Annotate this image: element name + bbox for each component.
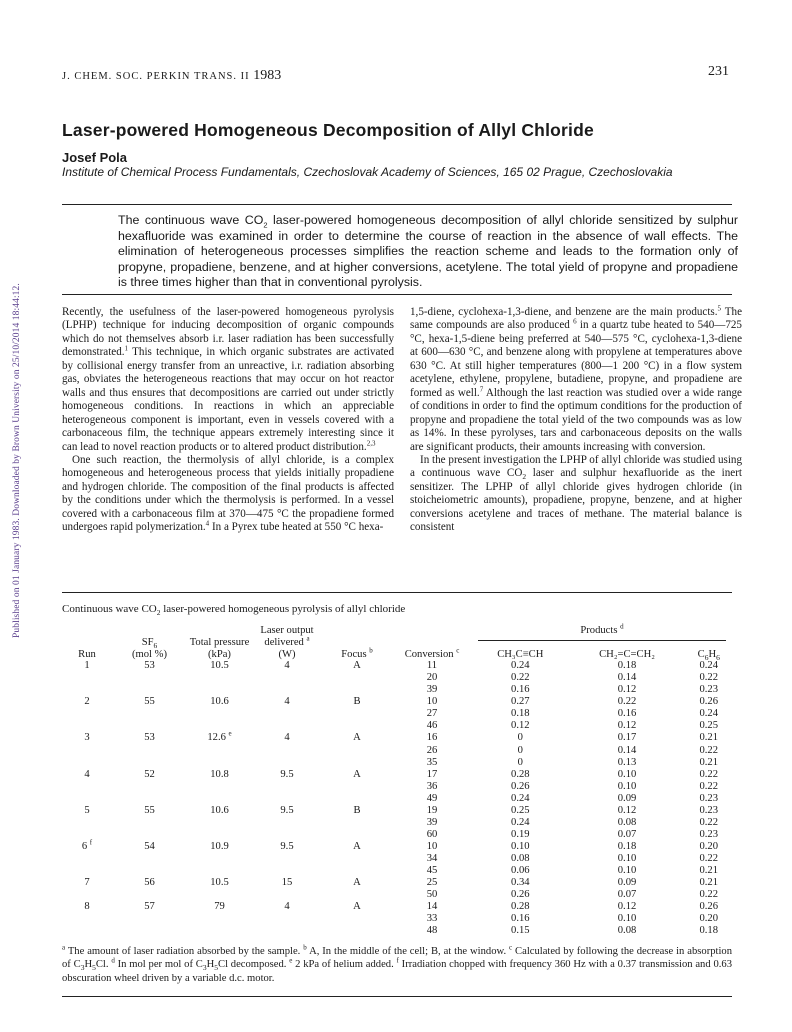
cell-run: [62, 684, 112, 696]
cell-run: 5: [84, 804, 90, 816]
cell-focus: A: [353, 877, 361, 889]
header-conversion: Conversion $^c$: [404, 646, 460, 660]
cell-run: [62, 781, 112, 793]
table-row: [62, 684, 732, 696]
cell-run: [62, 708, 112, 720]
cell-propyne: 0.15: [511, 925, 530, 937]
cell-sf6: [112, 684, 187, 696]
cell-pressure: [187, 793, 252, 805]
cell-run: 7: [84, 877, 90, 889]
cell-conversion: 17: [426, 768, 438, 780]
cell-pressure: [187, 865, 252, 877]
cell-focus: [322, 672, 392, 684]
cell-propadiene: 0.10: [617, 913, 637, 925]
cell-laser: [252, 865, 322, 877]
cell-conversion: 35: [426, 756, 438, 768]
cell-focus: [322, 853, 392, 865]
results-table: [62, 624, 732, 937]
cell-propadiene: 0.14: [617, 672, 637, 684]
abstract: The continuous wave $CO_2$ laser-powered homogeneous decomposition of allyl chloride sensitized by sulphur hexafluoride was examined in order to determine the course of reaction in the absence of wall effects. The elimination of heterogeneous processes simplifies the reaction scheme and leads to the formation only of propyne, propadiene, benzene, and at higher conversions, acetylene. The total yield of propyne and propadiene is three times higher than that in conventional pyrolysis.: [118, 213, 738, 289]
cell-conversion: 26: [426, 744, 438, 756]
cell-propadiene: 0.16: [617, 708, 637, 720]
cell-focus: [322, 889, 392, 901]
cell-propadiene: 0.14: [617, 744, 637, 756]
cell-sf6: [112, 672, 187, 684]
rule-bottom: [62, 996, 732, 997]
header-products: Products $^d$: [580, 622, 624, 636]
cell-laser: [252, 793, 322, 805]
cell-pressure: 10.5: [210, 877, 229, 889]
table-row: [62, 744, 732, 756]
cell-pressure: [187, 744, 252, 756]
cell-propyne: 0.26: [511, 780, 530, 792]
table-footnotes: $^a$ The amount of laser radiation absorbed by the sample. $^b$ A, In the middle of the cell; B, at the window. $^c$ Calculated by following the decrease in absorption of $C_3H_5Cl$. $^d$ In mol per mol of $C_3H_5Cl$ decomposed. $^e$ 2 kPa of helium added. $^f$ Irradiation chopped with frequency 360 Hz with a 0.37 transmission and 0.63 obscuration wheel driven by a variable d.c. motor.: [62, 943, 732, 984]
cell-laser: [252, 672, 322, 684]
cell-run: [62, 829, 112, 841]
cell-focus: [322, 817, 392, 829]
table-row: [62, 913, 732, 925]
cell-pressure: [187, 889, 252, 901]
cell-focus: [322, 708, 392, 720]
cell-focus: [322, 829, 392, 841]
cell-run: [62, 889, 112, 901]
table-row: [62, 732, 732, 744]
table-row: [62, 901, 732, 913]
cell-propyne: 0.12: [511, 720, 530, 732]
cell-propyne: 0: [517, 732, 523, 744]
cell-propadiene: 0.10: [617, 864, 637, 876]
header-laser-delivered: delivered $^a$: [264, 634, 310, 648]
cell-propyne: 0.28: [511, 901, 530, 913]
cell-conversion: 16: [426, 732, 438, 744]
cell-propyne: 0.25: [511, 804, 530, 816]
table-row: [62, 925, 732, 937]
table-row: [62, 877, 732, 889]
cell-conversion: 10: [426, 840, 438, 852]
cell-focus: A: [353, 660, 361, 672]
cell-sf6: 52: [144, 768, 155, 780]
cell-propyne: 0.28: [511, 768, 530, 780]
cell-benzene: 0.22: [699, 768, 718, 780]
cell-propadiene: 0.08: [617, 925, 637, 937]
cell-run: 8: [84, 901, 90, 913]
cell-benzene: 0.20: [699, 840, 718, 852]
cell-focus: [322, 913, 392, 925]
cell-sf6: 56: [144, 877, 155, 889]
cell-benzene: 0.25: [699, 720, 718, 732]
cell-sf6: [112, 720, 187, 732]
table-row: [62, 853, 732, 865]
cell-laser: [252, 757, 322, 769]
cell-conversion: 60: [426, 828, 438, 840]
cell-run: [62, 853, 112, 865]
cell-propadiene: 0.10: [617, 768, 637, 780]
cell-sf6: [112, 865, 187, 877]
cell-benzene: 0.20: [699, 913, 718, 925]
rule-abstract: [62, 294, 732, 295]
cell-propyne: 0.19: [511, 828, 530, 840]
cell-benzene: 0.23: [699, 684, 718, 696]
header-pressure-unit: (kPa): [208, 648, 231, 660]
cell-conversion: 49: [426, 792, 438, 804]
cell-focus: [322, 925, 392, 937]
cell-propyne: 0.26: [511, 889, 530, 901]
cell-propyne: 0.16: [511, 684, 530, 696]
cell-focus: B: [353, 696, 361, 708]
cell-laser: 4: [284, 696, 290, 708]
cell-pressure: [187, 829, 252, 841]
cell-propyne: 0.24: [511, 816, 530, 828]
cell-conversion: 14: [426, 901, 438, 913]
cell-pressure: [187, 757, 252, 769]
cell-conversion: 10: [426, 696, 438, 708]
cell-laser: 9.5: [280, 804, 294, 816]
cell-pressure: 10.5: [210, 660, 229, 672]
cell-propyne: 0.27: [511, 696, 530, 708]
journal-name: J. CHEM. SOC. PERKIN TRANS. II: [62, 71, 250, 82]
cell-sf6: [112, 829, 187, 841]
cell-propadiene: 0.13: [617, 756, 637, 768]
header-laser-unit: (W): [278, 648, 296, 660]
cell-focus: [322, 757, 392, 769]
article-title: Laser-powered Homogeneous Decomposition of Allyl Chloride: [62, 120, 594, 140]
products-brace: [478, 640, 726, 645]
cell-propadiene: 0.17: [617, 732, 637, 744]
cell-pressure: [187, 720, 252, 732]
cell-focus: A: [353, 840, 361, 852]
header-sf6: $SF_6$: [141, 636, 158, 650]
header-propyne: CH₃C≡CH: [497, 648, 544, 660]
cell-benzene: 0.26: [699, 696, 718, 708]
cell-conversion: 34: [426, 852, 438, 864]
cell-pressure: [187, 817, 252, 829]
cell-propadiene: 0.09: [617, 792, 637, 804]
cell-run: [62, 744, 112, 756]
cell-sf6: [112, 925, 187, 937]
table-row: [62, 829, 732, 841]
paragraph: 1,5-diene, cyclohexa-1,3-diene, and benzene are the main products.$^5$ The same compounds are also produced $^6$ in a quartz tube heated to 540—725 °C, hexa-1,5-diene being preferred at 540—575 °C, cyclohexa-1,3-diene at 600—630 °C, and benzene along with propylene at temperatures above 630 °C. At still higher temperatures (800—1 200 °C) in a flow system acetylene, ethylene, propylene, butadiene, propyne, and propadiene are formed as well.$^7$ Although the last reaction was studied over a wide range of conditions in order to find the optimum conditions for the production of propyne and propadiene the total yield of the two compounds was as low as 14%. In these pyrolyses, tars and carbonaceous deposits on the walls are significant products, their amounts increasing with conversion.: [410, 304, 742, 453]
table-row: [62, 781, 732, 793]
cell-sf6: [112, 889, 187, 901]
cell-propadiene: 0.22: [617, 696, 637, 708]
cell-laser: [252, 889, 322, 901]
cell-benzene: 0.21: [699, 732, 718, 744]
cell-pressure: [187, 781, 252, 793]
header-propadiene: CH₂=C=CH₂: [599, 648, 655, 660]
cell-propyne: 0.24: [511, 792, 530, 804]
cell-pressure: 10.8: [210, 768, 229, 780]
table-row: [62, 889, 732, 901]
cell-propadiene: 0.12: [617, 720, 637, 732]
cell-conversion: 48: [426, 925, 438, 937]
paragraph: One such reaction, the thermolysis of allyl chloride, is a complex homogeneous and heterogeneous process that yields initially propadiene and hydrogen chloride. The composition of the final products is affected by the conditions under which the thermolysis is performed. In a vessel covered with a carbonaceous film at 370—475 °C the propadiene formed undergoes rapid polymerization.$^4$ In a Pyrex tube heated at 550 °C hexa-: [62, 453, 394, 534]
cell-benzene: 0.24: [699, 660, 718, 672]
body-column-left: [62, 306, 394, 535]
cell-conversion: 33: [426, 913, 438, 925]
cell-focus: B: [353, 804, 361, 816]
table-row: [62, 708, 732, 720]
table-row: [62, 793, 732, 805]
cell-laser: [252, 925, 322, 937]
cell-laser: [252, 853, 322, 865]
rule-top: [62, 204, 732, 205]
table-header-row-1: [62, 624, 732, 636]
cell-benzene: 0.21: [699, 877, 718, 889]
paragraph: In the present investigation the LPHP of allyl chloride was studied using a continuous wave $CO_2$ laser and sulphur hexafluoride as the inert sensitizer. The LPHP of allyl chloride gives hydrogen chloride (in stoicheiometric amounts), propadiene, propyne, benzene, and at higher conversions acetylene and traces of methane. The material balance is consistent: [410, 453, 743, 534]
cell-pressure: [187, 913, 252, 925]
table-row: [62, 672, 732, 684]
cell-laser: [252, 708, 322, 720]
cell-focus: [322, 865, 392, 877]
cell-propadiene: 0.10: [617, 852, 637, 864]
header-pressure: Total pressure: [189, 636, 250, 648]
cell-benzene: 0.22: [699, 816, 718, 828]
journal-year: 1983: [253, 68, 282, 83]
cell-benzene: 0.23: [699, 804, 718, 816]
cell-pressure: 79: [214, 901, 225, 913]
cell-sf6: [112, 744, 187, 756]
cell-conversion: 45: [426, 864, 438, 876]
cell-benzene: 0.22: [699, 889, 718, 901]
cell-pressure: [187, 684, 252, 696]
table-row: [62, 757, 732, 769]
cell-propadiene: 0.07: [617, 828, 637, 840]
cell-propyne: 0.24: [511, 660, 530, 672]
cell-benzene: 0.21: [699, 756, 718, 768]
table-row: [62, 817, 732, 829]
cell-focus: A: [353, 732, 361, 744]
cell-benzene: 0.22: [699, 852, 718, 864]
cell-conversion: 39: [426, 816, 438, 828]
table-header-row-3: [62, 648, 732, 660]
cell-propyne: 0.22: [511, 672, 530, 684]
cell-pressure: [187, 708, 252, 720]
cell-sf6: [112, 708, 187, 720]
cell-sf6: 54: [144, 840, 155, 852]
header-benzene: $C_6H_6$: [697, 648, 720, 662]
cell-conversion: 36: [426, 780, 438, 792]
cell-pressure: 10.6: [210, 696, 229, 708]
cell-focus: [322, 720, 392, 732]
cell-laser: 4: [284, 901, 290, 913]
table-row: [62, 696, 732, 708]
cell-run: [62, 865, 112, 877]
cell-propadiene: 0.10: [617, 780, 637, 792]
cell-pressure: [187, 853, 252, 865]
table-header-row-2: [62, 636, 732, 648]
cell-propyne: 0.08: [511, 852, 530, 864]
author-name: Josef Pola: [62, 150, 128, 165]
cell-run: [62, 817, 112, 829]
cell-laser: 4: [284, 660, 290, 672]
page-number: 231: [708, 64, 729, 79]
cell-sf6: 55: [144, 804, 155, 816]
cell-sf6: 55: [144, 696, 155, 708]
cell-laser: 9.5: [280, 840, 294, 852]
cell-conversion: 39: [426, 684, 438, 696]
cell-conversion: 25: [426, 877, 438, 889]
cell-laser: [252, 829, 322, 841]
cell-laser: [252, 817, 322, 829]
cell-run: 6 $^f$: [81, 838, 93, 852]
download-watermark-text: Published on 01 January 1983. Downloaded by Brown University on 25/10/2014 18:44:12.: [12, 283, 22, 638]
cell-laser: 9.5: [280, 768, 294, 780]
cell-conversion: 11: [426, 660, 438, 672]
cell-sf6: [112, 793, 187, 805]
cell-benzene: 0.23: [699, 792, 718, 804]
cell-propyne: 0.18: [511, 708, 530, 720]
cell-benzene: 0.22: [699, 744, 718, 756]
header-sf6-unit: (mol %): [131, 648, 167, 660]
cell-conversion: 19: [426, 804, 438, 816]
cell-propadiene: 0.12: [617, 804, 637, 816]
cell-conversion: 50: [426, 889, 438, 901]
cell-run: 1: [84, 660, 90, 672]
body-column-right: [410, 306, 742, 535]
table-row: [62, 660, 732, 672]
cell-focus: [322, 684, 392, 696]
cell-laser: 4: [284, 732, 290, 744]
header-laser-output: Laser output: [260, 624, 314, 636]
cell-focus: [322, 793, 392, 805]
cell-laser: [252, 744, 322, 756]
cell-run: [62, 757, 112, 769]
cell-sf6: [112, 913, 187, 925]
table-row: [62, 805, 732, 817]
rule-table-top: [62, 592, 732, 593]
cell-propadiene: 0.12: [617, 684, 637, 696]
cell-run: [62, 720, 112, 732]
cell-run: [62, 913, 112, 925]
cell-sf6: [112, 757, 187, 769]
cell-propadiene: 0.18: [617, 840, 637, 852]
cell-conversion: 27: [426, 708, 438, 720]
cell-sf6: 57: [144, 901, 155, 913]
table-caption: Continuous wave $CO_2$ laser-powered homogeneous pyrolysis of allyl chloride: [62, 603, 406, 618]
table-row: [62, 720, 732, 732]
header-run: Run: [78, 648, 96, 660]
table-row: [62, 841, 732, 853]
cell-laser: [252, 684, 322, 696]
cell-laser: [252, 720, 322, 732]
cell-pressure: 10.6: [210, 804, 229, 816]
cell-sf6: [112, 853, 187, 865]
cell-run: 3: [84, 732, 90, 744]
cell-benzene: 0.21: [699, 864, 718, 876]
cell-sf6: [112, 781, 187, 793]
cell-sf6: [112, 817, 187, 829]
cell-propadiene: 0.12: [617, 901, 637, 913]
cell-run: [62, 925, 112, 937]
cell-run: [62, 672, 112, 684]
cell-benzene: 0.22: [699, 780, 718, 792]
cell-pressure: 12.6 $^e$: [207, 729, 232, 744]
cell-benzene: 0.22: [699, 672, 718, 684]
cell-propyne: 0.10: [511, 840, 530, 852]
cell-pressure: 10.9: [210, 840, 229, 852]
cell-focus: [322, 744, 392, 756]
cell-laser: [252, 781, 322, 793]
cell-propadiene: 0.09: [617, 877, 637, 889]
cell-propadiene: 0.18: [617, 660, 637, 672]
cell-propyne: 0: [517, 744, 523, 756]
cell-sf6: 53: [144, 732, 155, 744]
cell-pressure: [187, 925, 252, 937]
cell-benzene: 0.23: [699, 828, 718, 840]
cell-benzene: 0.26: [699, 901, 718, 913]
cell-focus: A: [353, 768, 361, 780]
cell-laser: 15: [281, 877, 293, 889]
cell-benzene: 0.24: [699, 708, 718, 720]
cell-sf6: 53: [144, 660, 155, 672]
cell-pressure: [187, 672, 252, 684]
table-row: [62, 865, 732, 877]
cell-run: 2: [84, 696, 90, 708]
cell-propyne: 0.06: [511, 864, 530, 876]
download-watermark: [2, 40, 22, 640]
cell-conversion: 46: [426, 720, 438, 732]
cell-run: 4: [84, 768, 90, 780]
cell-run: [62, 793, 112, 805]
author-institution: Institute of Chemical Process Fundamentals, Czechoslovak Academy of Sciences, 165 02 Prague, Czechoslovakia: [62, 165, 673, 179]
cell-benzene: 0.18: [699, 925, 718, 937]
cell-propadiene: 0.07: [617, 889, 637, 901]
header-focus: Focus $^b$: [341, 646, 373, 660]
running-header: [62, 68, 281, 84]
cell-laser: [252, 913, 322, 925]
cell-focus: A: [353, 901, 361, 913]
table-row: [62, 769, 732, 781]
cell-propyne: 0: [517, 756, 523, 768]
cell-propyne: 0.16: [511, 913, 530, 925]
cell-propyne: 0.34: [511, 877, 530, 889]
cell-conversion: 20: [426, 672, 438, 684]
cell-focus: [322, 781, 392, 793]
paragraph: Recently, the usefulness of the laser-powered homogeneous pyrolysis (LPHP) technique for inducing decomposition of organic compounds which do not themselves absorb i.r. laser radiation has been successfully demonstrated.$^1$ This technique, in which organic substrates are activated by collisional energy transfer from an unreactive, i.r. radiation absorbing gas, obviates the heterogeneous reactions that may occur on hot reactor walls and thus ensures that decompositions are carried out under strictly homogeneous conditions. In reactions in which an appreciable heterogeneous component is important, even in vessels covered with a carbonaceous film, the technique appears extremely interesting since it can lead to novel reaction products or to altered product distribution.$^{2,3}$: [62, 306, 394, 453]
cell-propadiene: 0.08: [617, 816, 637, 828]
